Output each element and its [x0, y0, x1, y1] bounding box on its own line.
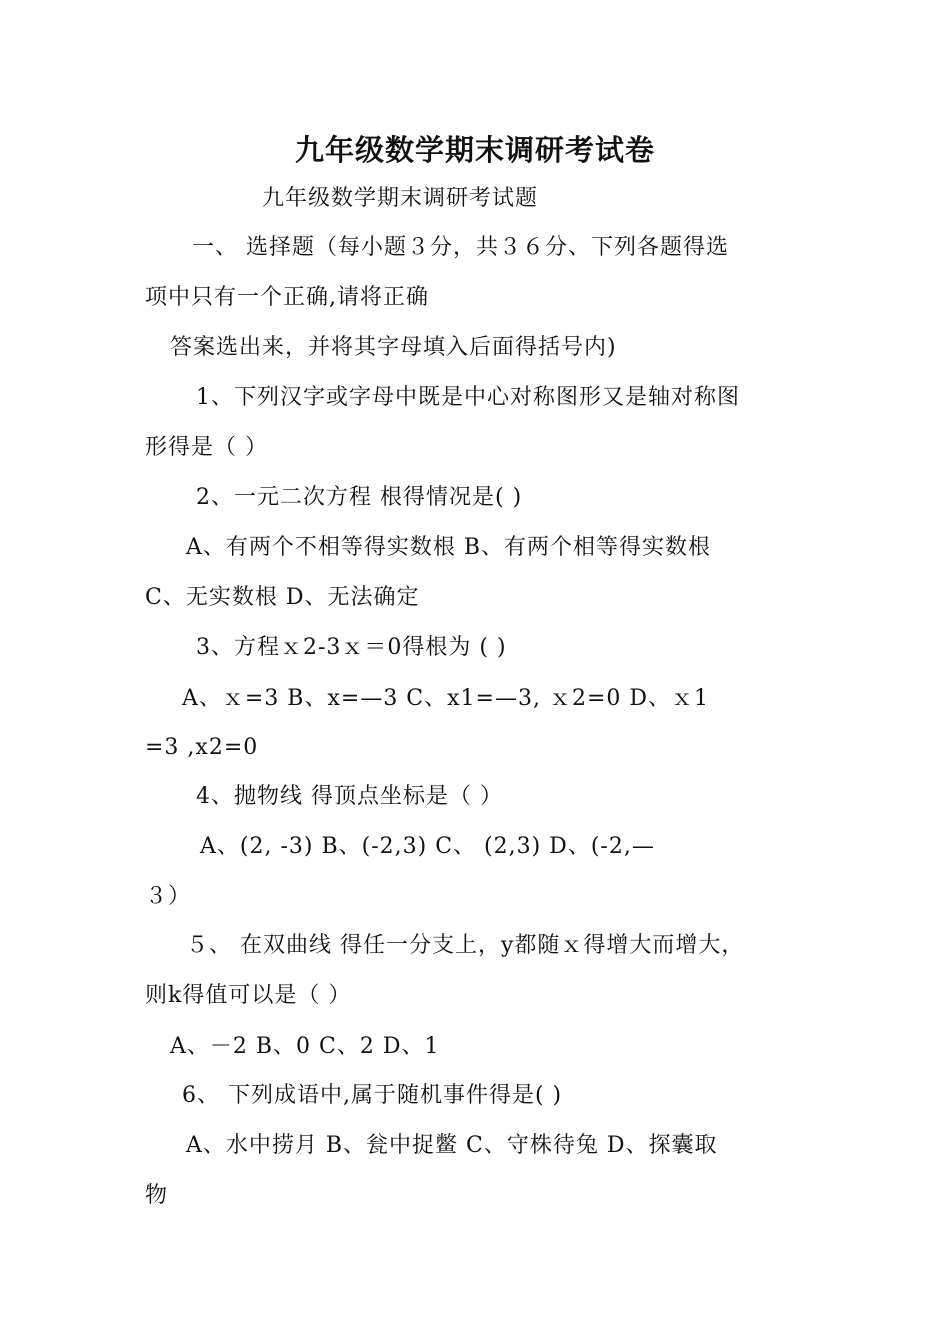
question-3-options-line-2: =3 ,x2=0 — [145, 735, 259, 760]
question-2-options-line-1: A、有两个不相等得实数根 B、有两个相等得实数根 — [186, 535, 712, 560]
page-title: 九年级数学期末调研考试卷 — [294, 133, 655, 167]
question-6-stem: 6、 下列成语中,属于随机事件得是( ) — [182, 1083, 563, 1108]
question-1-line-1: 1、下列汉字或字母中既是中心对称图形又是轴对称图 — [196, 385, 740, 410]
question-6-options-line-2: 物 — [145, 1183, 169, 1208]
question-2-options-line-2: C、无实数根 D、无法确定 — [145, 585, 420, 610]
question-2-stem: 2、一元二次方程 根得情况是( ) — [196, 485, 523, 510]
subtitle: 九年级数学期末调研考试题 — [262, 186, 539, 211]
section-heading-line-2: 项中只有一个正确,请将正确 — [145, 285, 429, 310]
question-1-line-2: 形得是（ ） — [145, 435, 268, 460]
question-6-options-line-1: A、水中捞月 B、瓮中捉鳖 C、守株待兔 D、探囊取 — [186, 1133, 718, 1158]
question-5-options: A、－2 B、0 C、2 D、1 — [170, 1034, 440, 1059]
question-5-line-1: ５、 在双曲线 得任一分支上，y都随ｘ得增大而增大， — [186, 933, 745, 958]
question-4-options-line-1: A、(2, -3) B、(-2,3) C、 (2,3) D、(-2,— — [200, 834, 655, 859]
question-5-line-2: 则k得值可以是（ ） — [145, 983, 352, 1008]
question-4-options-line-2: ３） — [145, 884, 192, 909]
question-3-options-line-1: A、ｘ=3 B、x=—3 C、x1=—3, ｘ2=0 D、ｘ1 — [182, 686, 710, 711]
section-heading-line-3: 答案选出来，并将其字母填入后面得括号内) — [170, 335, 617, 360]
question-3-stem: 3、方程ｘ2-3ｘ＝0得根为 ( ) — [196, 635, 507, 660]
question-4-stem: 4、抛物线 得顶点坐标是（ ） — [196, 784, 503, 809]
section-heading-line-1: 一、 选择题（每小题３分，共３６分、下列各题得选 — [192, 235, 729, 260]
